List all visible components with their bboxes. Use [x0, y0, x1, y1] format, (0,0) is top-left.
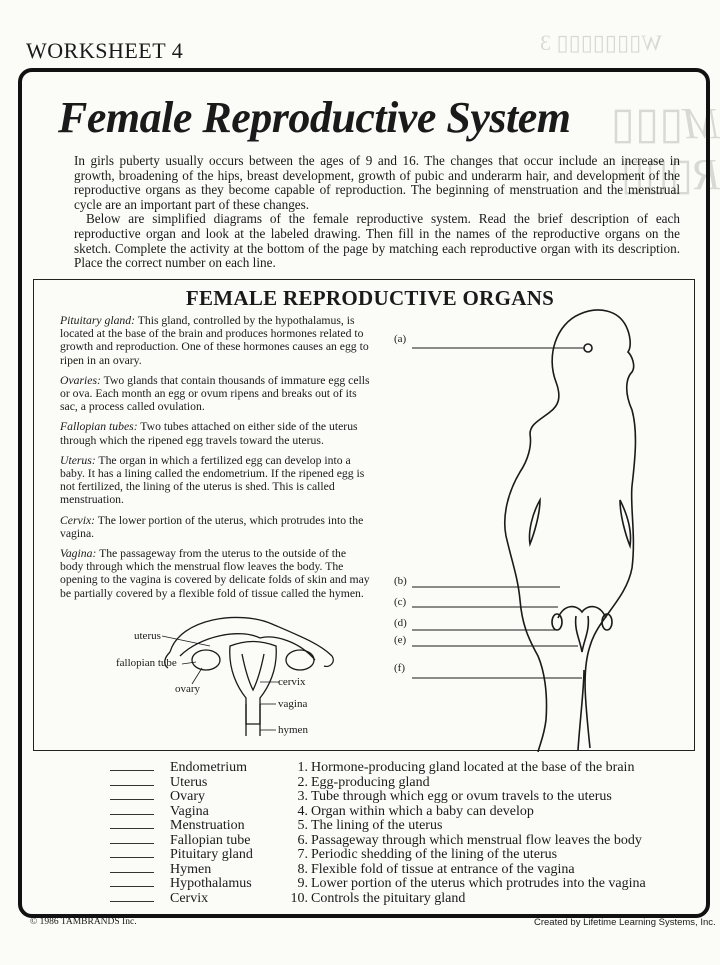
sketch-uterus-arc — [558, 607, 606, 618]
match-description: Organ within which a baby can develop — [311, 803, 534, 819]
definition-text: The organ in which a fertilized egg can develop into a baby. It has a lining called the endometrium. If the ripened egg is not fertilized, the lining of the uterus is shed. This is called menstruation. — [60, 453, 365, 507]
label-hymen: hymen — [278, 724, 308, 736]
sketch-label-e: (e) — [394, 634, 407, 646]
definition-text: Two tubes attached on either side of the uterus through which the ripened egg travels toward the uterus. — [60, 420, 358, 447]
body-sketch — [380, 300, 680, 752]
answer-line[interactable] — [110, 770, 154, 771]
worksheet-header: WORKSHEET 4 — [26, 38, 184, 63]
ghost-worksheet-mark: W▯▯▯▯▯▯▯ 3 — [540, 30, 663, 55]
credit-footer: Created by Lifetime Learning Systems, Inc. — [534, 917, 716, 928]
intro-paragraph-2: Below are simplified diagrams of the female reproductive system. Read the brief description of each reproductive organ and look at the labeled drawing. Then fill in the names of the reproductive organs on the sketch. Complete the activity at the bottom of the page by matching each reproductive organ with its description. Place the correct number on each line. — [74, 211, 680, 271]
answer-line[interactable] — [110, 785, 154, 786]
definition-item — [60, 374, 372, 414]
right-ovary-shape — [286, 650, 314, 670]
label-fallopian-tube: fallopian tube — [116, 657, 177, 669]
answer-line[interactable] — [110, 799, 154, 800]
definition-term: Pituitary gland: — [60, 314, 135, 327]
sketch-label-c: (c) — [394, 596, 407, 608]
left-arm-gap — [529, 500, 540, 544]
match-number: 6. — [297, 832, 308, 848]
right-arm-gap — [620, 500, 631, 546]
answer-line[interactable] — [110, 886, 154, 887]
match-term: Hypothalamus — [170, 876, 252, 891]
match-number: 1. — [297, 760, 308, 775]
definition-item — [60, 547, 372, 600]
match-description: The lining of the uterus — [311, 818, 443, 833]
match-description: Hormone-producing gland located at the base of the brain — [311, 760, 635, 775]
match-description: Egg-producing gland — [311, 774, 430, 790]
match-term: Ovary — [170, 789, 205, 804]
section-title-text: FEMALE REPRODUCTIVE ORGANS — [185, 286, 555, 310]
match-description: Periodic shedding of the lining of the uterus — [311, 847, 558, 862]
match-number: 3. — [297, 789, 308, 804]
match-number: 5. — [297, 818, 308, 833]
label-vagina: vagina — [278, 698, 308, 710]
definitions-list — [60, 314, 372, 607]
match-description: Tube through which egg or ovum travels to the uterus — [311, 789, 612, 804]
match-term: Menstruation — [170, 818, 245, 833]
label-ovary: ovary — [175, 683, 201, 695]
match-description: Passageway through which menstrual flow leaves the body — [311, 832, 642, 848]
match-term: Fallopian tube — [170, 832, 251, 848]
copyright-footer: © 1986 TAMBRANDS Inc. — [30, 917, 137, 927]
answer-line[interactable] — [110, 843, 154, 844]
definition-item — [60, 514, 372, 540]
definition-term: Fallopian tubes: — [60, 420, 138, 434]
uterus-body — [230, 642, 277, 725]
sketch-label-f: (f) — [394, 662, 405, 674]
definition-item — [60, 454, 372, 507]
definition-term: Ovaries: — [60, 373, 101, 387]
answer-line[interactable] — [110, 828, 154, 829]
definition-text: The passageway from the uterus to the outside of the body through which the menstrual flow leaves the body. The opening to the vagina is covered by delicate folds of skin and may be partially covered by a flexible fold of tissue called the hymen. — [60, 547, 370, 600]
match-description: Lower portion of the uterus which protrudes into the vagina — [311, 876, 646, 891]
pituitary-dot — [584, 344, 592, 352]
label-cervix: cervix — [278, 676, 306, 688]
sketch-label-d: (d) — [394, 617, 407, 629]
match-term: Cervix — [170, 890, 209, 906]
page-title: Female Reproductive System — [58, 93, 571, 142]
definition-term: Vagina: — [60, 547, 97, 561]
sketch-label-b: (b) — [394, 575, 407, 587]
label-uterus: uterus — [134, 630, 161, 642]
match-number: 2. — [297, 774, 308, 790]
match-term: Hymen — [170, 861, 212, 877]
intro-paragraph-1: In girls puberty usually occurs between the ages of 9 and 16. The changes that occur include an increase in growth, broadening of the hips, breast development, growth of pubic and underarm hair, and development of the reproductive organs as they become capable of reproduction. The beginning of menstruation and the menstrual cycle are an important part of these changes. — [74, 153, 680, 212]
intro-text — [74, 154, 680, 271]
body-outline — [505, 310, 636, 752]
match-number: 4. — [297, 803, 308, 819]
answer-line[interactable] — [110, 901, 154, 902]
definition-item — [60, 420, 372, 446]
left-ovary-shape — [192, 650, 220, 670]
answer-line[interactable] — [110, 872, 154, 873]
match-term: Vagina — [170, 803, 209, 819]
sketch-label-a: (a) — [394, 333, 407, 345]
definition-text: Two glands that contain thousands of immature egg cells or ova. Each month an egg or ovum ripens and breaks out of its sac, a process called ovulation. — [60, 373, 370, 414]
definition-text: This gland, controlled by the hypothalamus, is located at the base of the brain and produces hormones related to growth and reproduction. One of these hormones causes an egg to ripen in an ovary. — [60, 314, 369, 367]
answer-line[interactable] — [110, 814, 154, 815]
match-term: Endometrium — [170, 760, 247, 775]
definition-term: Cervix: — [60, 513, 96, 527]
answer-line[interactable] — [110, 857, 154, 858]
match-number: 10. — [290, 890, 308, 906]
definition-item — [60, 314, 372, 367]
definition-term: Uterus: — [60, 453, 96, 467]
match-term: Uterus — [170, 774, 208, 790]
match-term: Pituitary gland — [170, 847, 253, 862]
ghost-title-mark: M▯▯▯ R▯▯▯ — [610, 99, 720, 199]
left-fallopian-arc — [170, 617, 332, 656]
match-number: 9. — [297, 876, 308, 891]
match-number: 8. — [297, 861, 308, 877]
match-description: Flexible fold of tissue at entrance of the vagina — [311, 861, 575, 877]
match-description: Controls the pituitary gland — [311, 890, 466, 906]
definition-text: The lower portion of the uterus, which protrudes into the vagina. — [60, 513, 364, 540]
match-number: 7. — [297, 847, 308, 862]
